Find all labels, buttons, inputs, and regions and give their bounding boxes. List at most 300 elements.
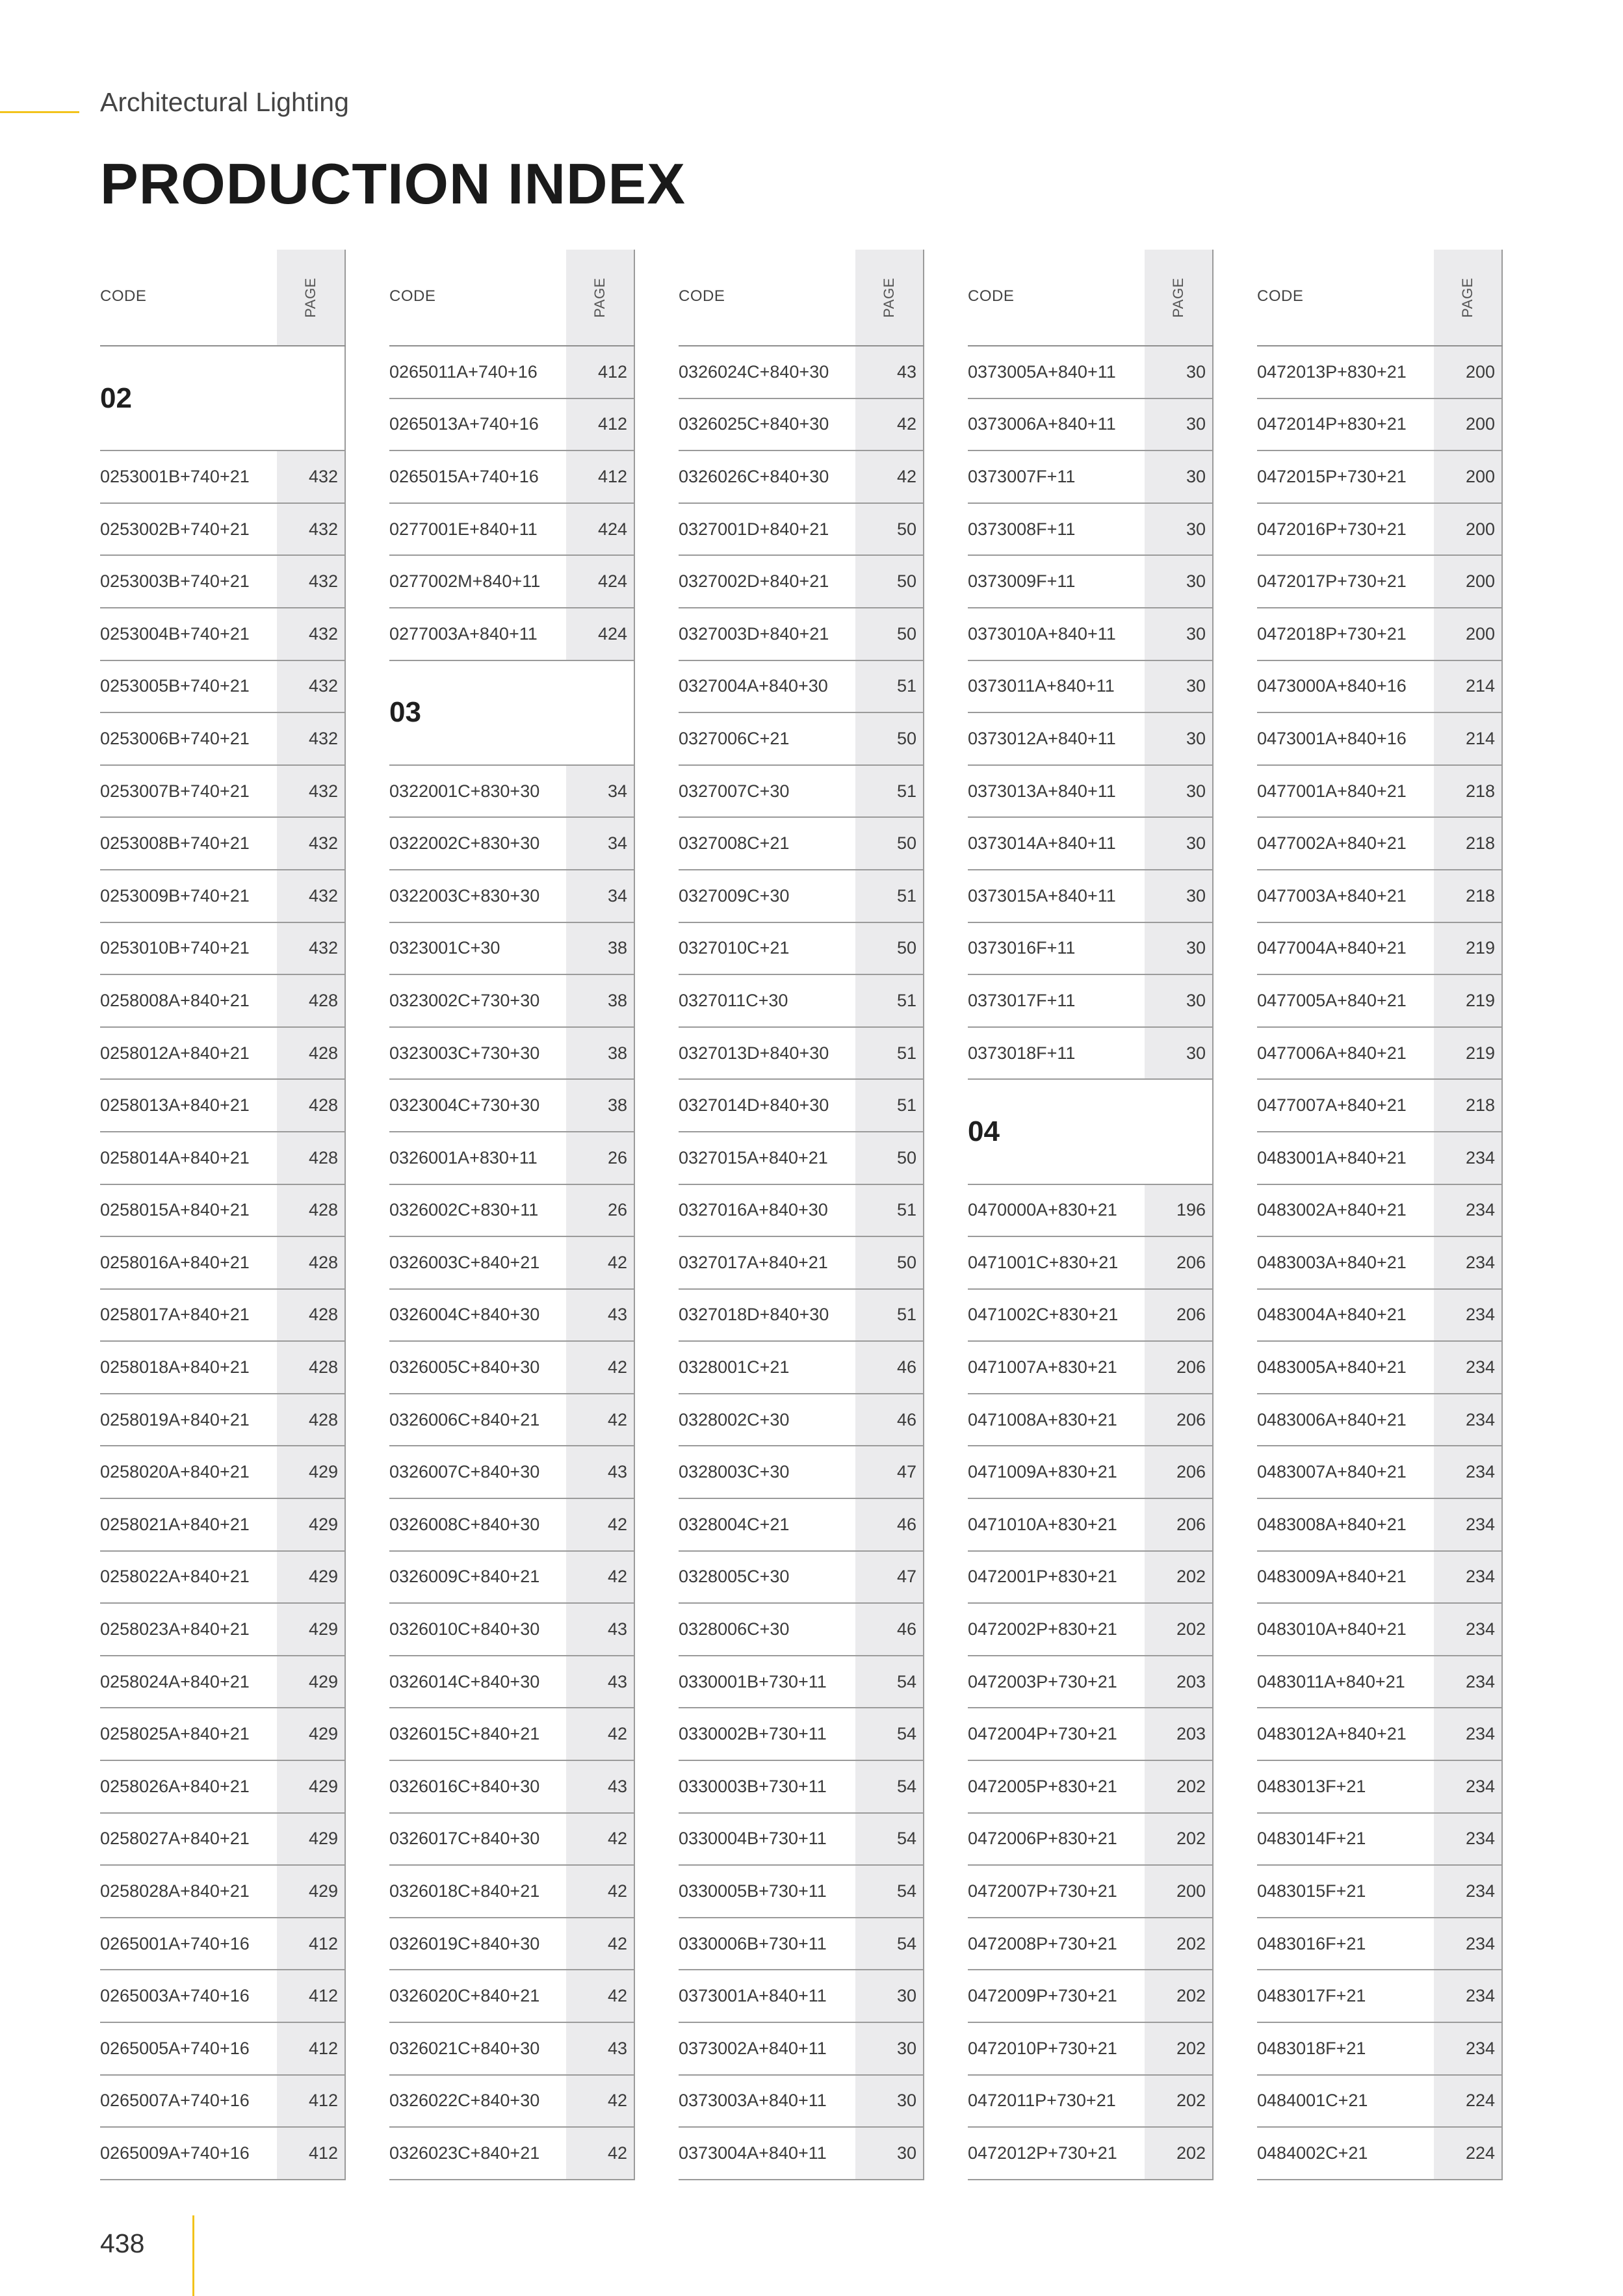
page-ref: 43 — [566, 1656, 635, 1708]
page-ref: 43 — [566, 1604, 635, 1655]
product-code: 0258015A+840+21 — [100, 1200, 250, 1220]
page-ref: 429 — [277, 1604, 346, 1655]
page-ref: 30 — [1145, 661, 1214, 712]
table-row — [100, 1761, 346, 1814]
product-code: 0253002B+740+21 — [100, 519, 250, 539]
product-code: 0373006A+840+11 — [968, 414, 1116, 434]
page-ref: 218 — [1434, 818, 1503, 869]
product-code: 0327017A+840+21 — [679, 1252, 828, 1272]
page-ref: 218 — [1434, 1080, 1503, 1131]
product-code: 0327006C+21 — [679, 728, 790, 748]
page-ref: 42 — [566, 2128, 635, 2179]
product-code: 0326005C+840+30 — [389, 1357, 540, 1377]
table-row — [1257, 661, 1503, 714]
product-code: 0472003P+730+21 — [968, 1671, 1117, 1691]
page-ref: 200 — [1434, 346, 1503, 398]
table-row — [100, 1080, 346, 1132]
product-code: 0330004B+730+11 — [679, 1829, 827, 1849]
product-code: 0473001A+840+16 — [1257, 728, 1407, 748]
product-code: 0477003A+840+21 — [1257, 885, 1407, 906]
page-ref: 43 — [855, 346, 924, 398]
product-code: 0483002A+840+21 — [1257, 1200, 1407, 1220]
product-code: 0472018P+730+21 — [1257, 623, 1407, 644]
table-row — [389, 870, 635, 923]
table-row — [968, 1918, 1214, 1971]
page-ref: 26 — [566, 1132, 635, 1184]
page-ref: 54 — [855, 1866, 924, 1917]
section-heading: 03 — [389, 661, 635, 766]
column-header — [100, 250, 346, 345]
column-body — [100, 345, 346, 2180]
product-code: 0323003C+730+30 — [389, 1043, 540, 1063]
product-code: 0373018F+11 — [968, 1043, 1076, 1063]
table-row — [1257, 1761, 1503, 1814]
table-row — [100, 1132, 346, 1185]
table-row — [1257, 1132, 1503, 1185]
page-ref: 234 — [1434, 2023, 1503, 2074]
product-code: 0258021A+840+21 — [100, 1514, 250, 1534]
product-code: 0323004C+730+30 — [389, 1095, 540, 1115]
page-ref: 432 — [277, 504, 346, 555]
page-ref: 38 — [566, 975, 635, 1026]
index-column-2 — [389, 250, 635, 2180]
page-ref: 432 — [277, 818, 346, 869]
table-row — [389, 1708, 635, 1761]
product-code: 0258027A+840+21 — [100, 1829, 250, 1849]
page-ref: 47 — [855, 1552, 924, 1603]
table-row — [679, 1342, 924, 1394]
table-row — [1257, 975, 1503, 1028]
product-code: 0330005B+730+11 — [679, 1881, 827, 1901]
table-row — [100, 1499, 346, 1552]
table-row — [389, 1656, 635, 1709]
product-code: 0326001A+830+11 — [389, 1147, 538, 1168]
page-ref: 196 — [1145, 1185, 1214, 1236]
table-row — [679, 1132, 924, 1185]
page-ref: 51 — [855, 975, 924, 1026]
product-code: 0328006C+30 — [679, 1619, 790, 1639]
table-row — [679, 923, 924, 976]
product-code: 0326010C+840+30 — [389, 1619, 540, 1639]
table-row — [1257, 1970, 1503, 2023]
page-ref: 42 — [566, 1552, 635, 1603]
product-code: 0322001C+830+30 — [389, 781, 540, 801]
product-code: 0326016C+840+30 — [389, 1776, 540, 1796]
page-ref: 30 — [1145, 713, 1214, 764]
product-code: 0326024C+840+30 — [679, 361, 829, 382]
product-code: 0323002C+730+30 — [389, 990, 540, 1010]
index-column-5 — [1257, 250, 1503, 2180]
table-row — [100, 766, 346, 818]
footer-accent-line — [192, 2215, 194, 2296]
page-ref: 38 — [566, 1028, 635, 1079]
index-column-1 — [100, 250, 346, 2180]
table-row — [389, 1342, 635, 1394]
table-row — [100, 556, 346, 608]
table-row — [389, 556, 635, 608]
product-code: 0326009C+840+21 — [389, 1567, 540, 1587]
page-header: PAGE — [591, 277, 608, 318]
page-ref: 51 — [855, 1290, 924, 1341]
page-header-cell — [1434, 250, 1503, 345]
page-ref: 202 — [1145, 1552, 1214, 1603]
page-ref: 54 — [855, 1708, 924, 1760]
table-row — [1257, 1814, 1503, 1866]
page-ref: 30 — [1145, 923, 1214, 974]
table-row — [100, 2128, 346, 2180]
table-row — [1257, 399, 1503, 452]
table-row — [968, 1656, 1214, 1709]
table-row — [968, 399, 1214, 452]
product-code: 0472012P+730+21 — [968, 2143, 1117, 2163]
table-row — [1257, 1499, 1503, 1552]
table-row — [679, 399, 924, 452]
product-code: 0326006C+840+21 — [389, 1409, 540, 1429]
table-row — [100, 504, 346, 556]
product-code: 0258014A+840+21 — [100, 1147, 250, 1168]
page-ref: 412 — [277, 2128, 346, 2179]
table-row — [1257, 1185, 1503, 1238]
page-ref: 429 — [277, 1656, 346, 1708]
product-code: 0473000A+840+16 — [1257, 676, 1407, 696]
product-code: 0477002A+840+21 — [1257, 833, 1407, 854]
page-ref: 30 — [855, 2128, 924, 2179]
product-code: 0326008C+840+30 — [389, 1514, 540, 1534]
product-code: 0483017F+21 — [1257, 1986, 1366, 2006]
page-ref: 412 — [566, 346, 635, 398]
table-row — [100, 661, 346, 714]
product-code: 0323001C+30 — [389, 938, 500, 958]
table-row — [679, 1656, 924, 1709]
page-ref: 214 — [1434, 661, 1503, 712]
product-code: 0258028A+840+21 — [100, 1881, 250, 1901]
table-row — [968, 1185, 1214, 1238]
table-row — [1257, 818, 1503, 870]
page-ref: 200 — [1434, 608, 1503, 660]
product-code: 0327002D+840+21 — [679, 571, 829, 592]
table-row — [1257, 608, 1503, 661]
table-row — [100, 1185, 346, 1238]
column-body — [389, 345, 635, 2180]
product-code: 0472009P+730+21 — [968, 1986, 1117, 2006]
table-row — [679, 346, 924, 399]
table-row — [679, 2128, 924, 2180]
product-code: 0373016F+11 — [968, 938, 1076, 958]
page-ref: 234 — [1434, 1185, 1503, 1236]
product-code: 0373013A+840+11 — [968, 781, 1116, 801]
page-ref: 43 — [566, 1446, 635, 1498]
product-code: 0483016F+21 — [1257, 1933, 1366, 1953]
table-row — [100, 818, 346, 870]
table-row — [679, 713, 924, 766]
product-code: 0253001B+740+21 — [100, 466, 250, 486]
product-code: 0472016P+730+21 — [1257, 519, 1407, 539]
product-code: 0484001C+21 — [1257, 2091, 1368, 2111]
page-ref: 200 — [1145, 1866, 1214, 1917]
page-ref: 429 — [277, 1446, 346, 1498]
column-header — [389, 250, 635, 345]
table-row — [389, 1970, 635, 2023]
table-row — [968, 2128, 1214, 2180]
product-code: 0326003C+840+21 — [389, 1252, 540, 1272]
product-code: 0472017P+730+21 — [1257, 571, 1407, 592]
page-ref: 51 — [855, 1185, 924, 1236]
page-ref: 429 — [277, 1552, 346, 1603]
table-row — [679, 1185, 924, 1238]
table-row — [389, 608, 635, 661]
table-row — [100, 1552, 346, 1604]
table-row — [679, 504, 924, 556]
table-row — [679, 1814, 924, 1866]
product-code: 0326007C+840+30 — [389, 1462, 540, 1482]
product-code: 0483010A+840+21 — [1257, 1619, 1407, 1639]
page-ref: 51 — [855, 1028, 924, 1079]
table-row — [389, 923, 635, 976]
section-subtitle: Architectural Lighting — [100, 87, 349, 117]
product-code: 0258026A+840+21 — [100, 1776, 250, 1796]
product-code: 0483009A+840+21 — [1257, 1567, 1407, 1587]
table-row — [968, 1708, 1214, 1761]
table-row — [679, 1970, 924, 2023]
page-ref: 234 — [1434, 1342, 1503, 1393]
page-ref: 429 — [277, 1499, 346, 1550]
page-ref: 30 — [1145, 818, 1214, 869]
table-row — [968, 1499, 1214, 1552]
product-code: 0326022C+840+30 — [389, 2091, 540, 2111]
page-ref: 200 — [1434, 451, 1503, 502]
table-row — [389, 346, 635, 399]
page-ref: 50 — [855, 923, 924, 974]
table-row — [968, 1604, 1214, 1656]
product-code: 0472013P+830+21 — [1257, 361, 1407, 382]
table-row — [389, 975, 635, 1028]
column-header — [968, 250, 1214, 345]
table-row — [679, 1866, 924, 1918]
product-code: 0373001A+840+11 — [679, 1986, 827, 2006]
page-ref: 46 — [855, 1604, 924, 1655]
page-ref: 234 — [1434, 1446, 1503, 1498]
table-row — [100, 1970, 346, 2023]
product-code: 0265007A+740+16 — [100, 2091, 250, 2111]
page-ref: 429 — [277, 1708, 346, 1760]
table-row — [100, 1237, 346, 1290]
page-ref: 218 — [1434, 766, 1503, 817]
product-code: 0327010C+21 — [679, 938, 790, 958]
product-code: 0373014A+840+11 — [968, 833, 1116, 854]
table-row — [100, 1342, 346, 1394]
product-code: 0265013A+740+16 — [389, 414, 539, 434]
page-ref: 42 — [566, 1394, 635, 1446]
page-ref: 30 — [1145, 399, 1214, 450]
page-ref: 412 — [277, 2023, 346, 2074]
page-ref: 50 — [855, 1132, 924, 1184]
product-code: 0483013F+21 — [1257, 1776, 1366, 1796]
table-row — [679, 870, 924, 923]
page-ref: 428 — [277, 975, 346, 1026]
product-code: 0253008B+740+21 — [100, 833, 250, 854]
product-code: 0484002C+21 — [1257, 2143, 1368, 2163]
index-column-3 — [679, 250, 924, 2180]
product-code: 0483012A+840+21 — [1257, 1724, 1407, 1744]
product-code: 0322002C+830+30 — [389, 833, 540, 854]
index-column-4 — [968, 250, 1214, 2180]
page-title: PRODUCTION INDEX — [100, 151, 686, 216]
product-code: 0471010A+830+21 — [968, 1514, 1117, 1534]
product-code: 0483015F+21 — [1257, 1881, 1366, 1901]
page-ref: 234 — [1434, 1394, 1503, 1446]
page-ref: 424 — [566, 556, 635, 607]
page-ref: 424 — [566, 608, 635, 660]
page-ref: 50 — [855, 504, 924, 555]
table-row — [100, 975, 346, 1028]
page-ref: 30 — [1145, 451, 1214, 502]
page-ref: 200 — [1434, 556, 1503, 607]
page-header: PAGE — [302, 277, 318, 318]
table-row — [389, 1394, 635, 1447]
table-row — [100, 870, 346, 923]
table-row — [389, 399, 635, 452]
code-header: CODE — [389, 287, 436, 305]
page-ref: 219 — [1434, 975, 1503, 1026]
product-code: 0483007A+840+21 — [1257, 1462, 1407, 1482]
page-ref: 26 — [566, 1185, 635, 1236]
page-ref: 234 — [1434, 1132, 1503, 1184]
table-row — [1257, 556, 1503, 608]
page-ref: 47 — [855, 1446, 924, 1498]
page-ref: 50 — [855, 713, 924, 764]
table-row — [1257, 1446, 1503, 1499]
table-row — [679, 1761, 924, 1814]
table-row — [1257, 1866, 1503, 1918]
page-ref: 50 — [855, 608, 924, 660]
table-row — [968, 2076, 1214, 2128]
page-ref: 42 — [566, 1499, 635, 1550]
page-ref: 412 — [277, 1970, 346, 2022]
table-row — [1257, 1918, 1503, 1971]
product-code: 0327001D+840+21 — [679, 519, 829, 539]
product-code: 0258025A+840+21 — [100, 1724, 250, 1744]
table-row — [679, 766, 924, 818]
product-code: 0253003B+740+21 — [100, 571, 250, 592]
page-ref: 54 — [855, 1918, 924, 1970]
table-row — [1257, 1394, 1503, 1447]
section-heading: 02 — [100, 346, 346, 451]
product-code: 0326020C+840+21 — [389, 1986, 540, 2006]
table-row — [1257, 2076, 1503, 2128]
table-row — [679, 1499, 924, 1552]
table-row — [679, 1028, 924, 1080]
table-row — [100, 1290, 346, 1342]
page-ref: 219 — [1434, 1028, 1503, 1079]
page-ref: 206 — [1145, 1290, 1214, 1341]
product-code: 0327003D+840+21 — [679, 623, 829, 644]
table-row — [389, 1604, 635, 1656]
column-body — [679, 345, 924, 2180]
table-row — [100, 2023, 346, 2076]
product-code: 0472006P+830+21 — [968, 1829, 1117, 1849]
page-ref: 42 — [566, 1237, 635, 1288]
product-code: 0326023C+840+21 — [389, 2143, 540, 2163]
table-row — [1257, 346, 1503, 399]
page-ref: 42 — [566, 1708, 635, 1760]
page-ref: 218 — [1434, 870, 1503, 922]
column-body — [1257, 345, 1503, 2180]
page-ref: 428 — [277, 1080, 346, 1131]
column-body — [968, 345, 1214, 2180]
page-ref: 432 — [277, 661, 346, 712]
product-code: 0373010A+840+11 — [968, 623, 1116, 644]
page-header: PAGE — [1170, 277, 1186, 318]
product-code: 0253004B+740+21 — [100, 623, 250, 644]
page-ref: 30 — [1145, 1028, 1214, 1079]
table-row — [100, 1918, 346, 1971]
product-code: 0470000A+830+21 — [968, 1200, 1117, 1220]
product-code: 0328005C+30 — [679, 1567, 790, 1587]
table-row — [679, 661, 924, 714]
product-code: 0258022A+840+21 — [100, 1567, 250, 1587]
page-ref: 38 — [566, 1080, 635, 1131]
product-code: 0258017A+840+21 — [100, 1305, 250, 1325]
product-code: 0472014P+830+21 — [1257, 414, 1407, 434]
page-ref: 202 — [1145, 1918, 1214, 1970]
table-row — [679, 1394, 924, 1447]
page-ref: 202 — [1145, 1761, 1214, 1812]
product-code: 0258019A+840+21 — [100, 1409, 250, 1429]
table-row — [389, 1499, 635, 1552]
product-code: 0258008A+840+21 — [100, 990, 250, 1010]
page-ref: 219 — [1434, 923, 1503, 974]
product-code: 0471007A+830+21 — [968, 1357, 1117, 1377]
product-code: 0326014C+840+30 — [389, 1671, 540, 1691]
table-row — [100, 451, 346, 504]
table-row — [679, 1604, 924, 1656]
page-ref: 42 — [566, 1342, 635, 1393]
product-code: 0477005A+840+21 — [1257, 990, 1407, 1010]
table-row — [100, 713, 346, 766]
product-code: 0330003B+730+11 — [679, 1776, 827, 1796]
table-row — [679, 451, 924, 504]
table-row — [679, 608, 924, 661]
page-header-cell — [277, 250, 346, 345]
page-ref: 42 — [566, 1814, 635, 1865]
product-code: 0472005P+830+21 — [968, 1776, 1117, 1796]
table-row — [968, 556, 1214, 608]
product-code: 0327004A+840+30 — [679, 676, 828, 696]
table-row — [968, 870, 1214, 923]
page-ref: 42 — [566, 1866, 635, 1917]
page-ref: 234 — [1434, 1814, 1503, 1865]
page-ref: 43 — [566, 1290, 635, 1341]
product-code: 0483014F+21 — [1257, 1829, 1366, 1849]
column-header — [1257, 250, 1503, 345]
page-ref: 412 — [566, 451, 635, 502]
page-header: PAGE — [1459, 277, 1475, 318]
page-header-cell — [566, 250, 635, 345]
code-header: CODE — [968, 287, 1015, 305]
product-code: 0322003C+830+30 — [389, 885, 540, 906]
table-row — [968, 1394, 1214, 1447]
table-row — [100, 1604, 346, 1656]
page-ref: 234 — [1434, 1761, 1503, 1812]
page-ref: 234 — [1434, 1499, 1503, 1550]
page-ref: 206 — [1145, 1394, 1214, 1446]
table-row — [389, 1185, 635, 1238]
product-code: 0327009C+30 — [679, 885, 790, 906]
table-row — [1257, 1237, 1503, 1290]
product-code: 0483005A+840+21 — [1257, 1357, 1407, 1377]
page-ref: 46 — [855, 1499, 924, 1550]
table-row — [679, 1446, 924, 1499]
